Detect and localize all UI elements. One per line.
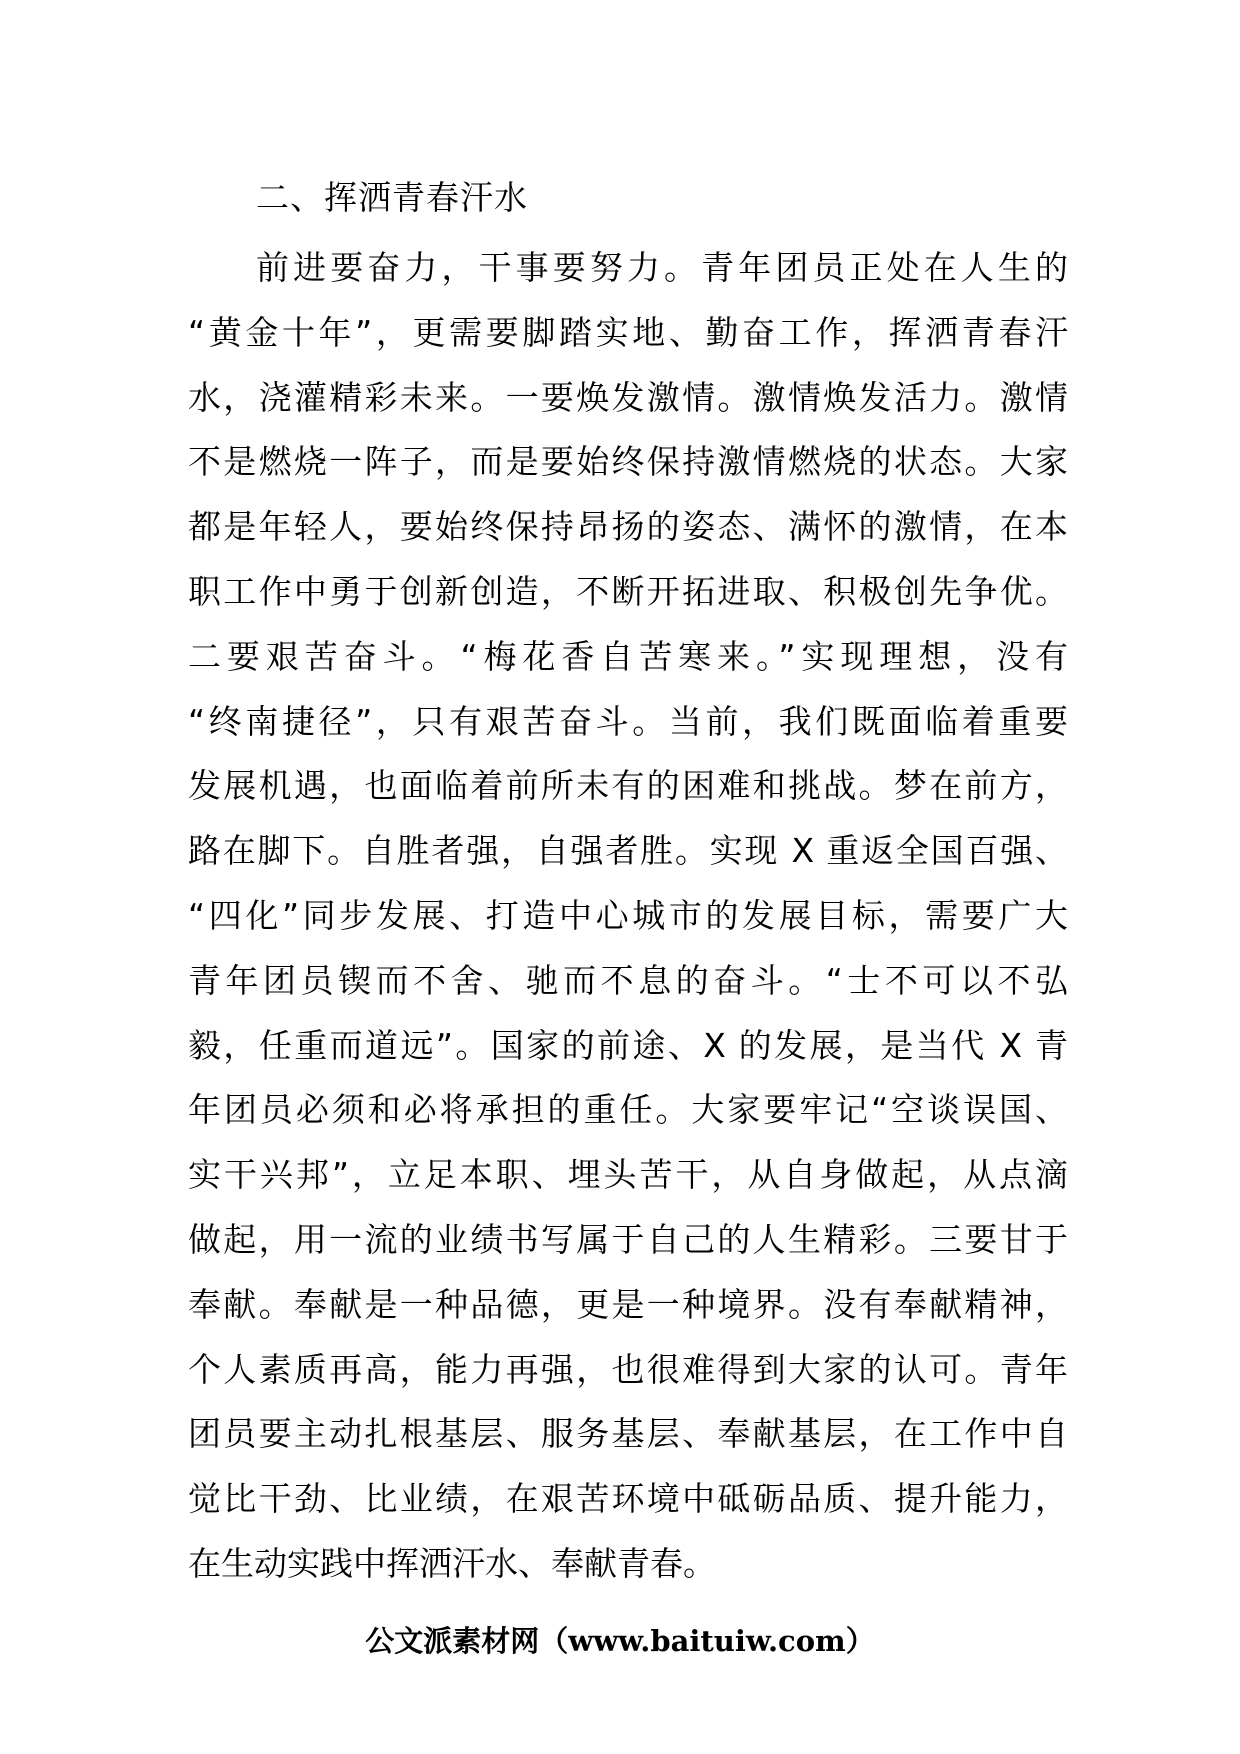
paragraph-line: 在生动实践中挥洒汗水、奉献青春。 (188, 1543, 716, 1583)
section-heading: 二、挥洒青春汗水 (256, 178, 528, 217)
paragraph-line: “四化”同步发展、打造中心城市的发展目标，需要广大 (188, 895, 1068, 935)
paragraph-line: 发展机遇，也面临着前所未有的困难和挑战。梦在前方， (188, 766, 1068, 806)
paragraph-line: 水，浇灌精彩未来。一要焕发激情。激情焕发活力。激情 (188, 377, 1068, 417)
paragraph-line: “终南捷径”，只有艰苦奋斗。当前，我们既面临着重要 (188, 701, 1068, 741)
paragraph-line: 不是燃烧一阵子，而是要始终保持激情燃烧的状态。大家 (188, 442, 1068, 482)
paragraph-line: 都是年轻人，要始终保持昂扬的姿态、满怀的激情，在本 (188, 507, 1068, 547)
paragraph-line: 实干兴邦”，立足本职、埋头苦干，从自身做起，从点滴 (188, 1155, 1068, 1195)
paragraph-line: 年团员必须和必将承担的重任。大家要牢记“空谈误国、 (188, 1090, 1068, 1130)
paragraph-line: 职工作中勇于创新创造，不断开拓进取、积极创先争优。 (188, 571, 1068, 611)
paragraph-line: 觉比干劲、比业绩，在艰苦环境中砥砺品质、提升能力， (188, 1479, 1068, 1519)
paragraph-line: “黄金十年”，更需要脚踏实地、勤奋工作，挥洒青春汗 (188, 312, 1068, 352)
paragraph-line: 团员要主动扎根基层、服务基层、奉献基层，在工作中自 (188, 1414, 1068, 1454)
body-paragraph (188, 236, 1068, 1597)
paragraph-line: 青年团员锲而不舍、驰而不息的奋斗。“士不可以不弘 (188, 960, 1068, 1000)
paragraph-line: 前进要奋力，干事要努力。青年团员正处在人生的 (256, 248, 1068, 287)
paragraph-line: 奉献。奉献是一种品德，更是一种境界。没有奉献精神， (188, 1284, 1068, 1324)
paragraph-line: 个人素质再高，能力再强，也很难得到大家的认可。青年 (188, 1349, 1068, 1389)
paragraph-line: 二要艰苦奋斗。“梅花香自苦寒来。”实现理想，没有 (188, 636, 1068, 676)
paragraph-line: 路在脚下。自胜者强，自强者胜。实现 X 重返全国百强、 (188, 831, 1068, 871)
paragraph-line: 做起，用一流的业绩书写属于自己的人生精彩。三要甘于 (188, 1219, 1068, 1259)
paragraph-line: 毅，任重而道远”。国家的前途、X 的发展，是当代 X 青 (188, 1025, 1068, 1065)
footer-source-label: 公文派素材网（www.baituiw.com） (365, 1624, 875, 1658)
